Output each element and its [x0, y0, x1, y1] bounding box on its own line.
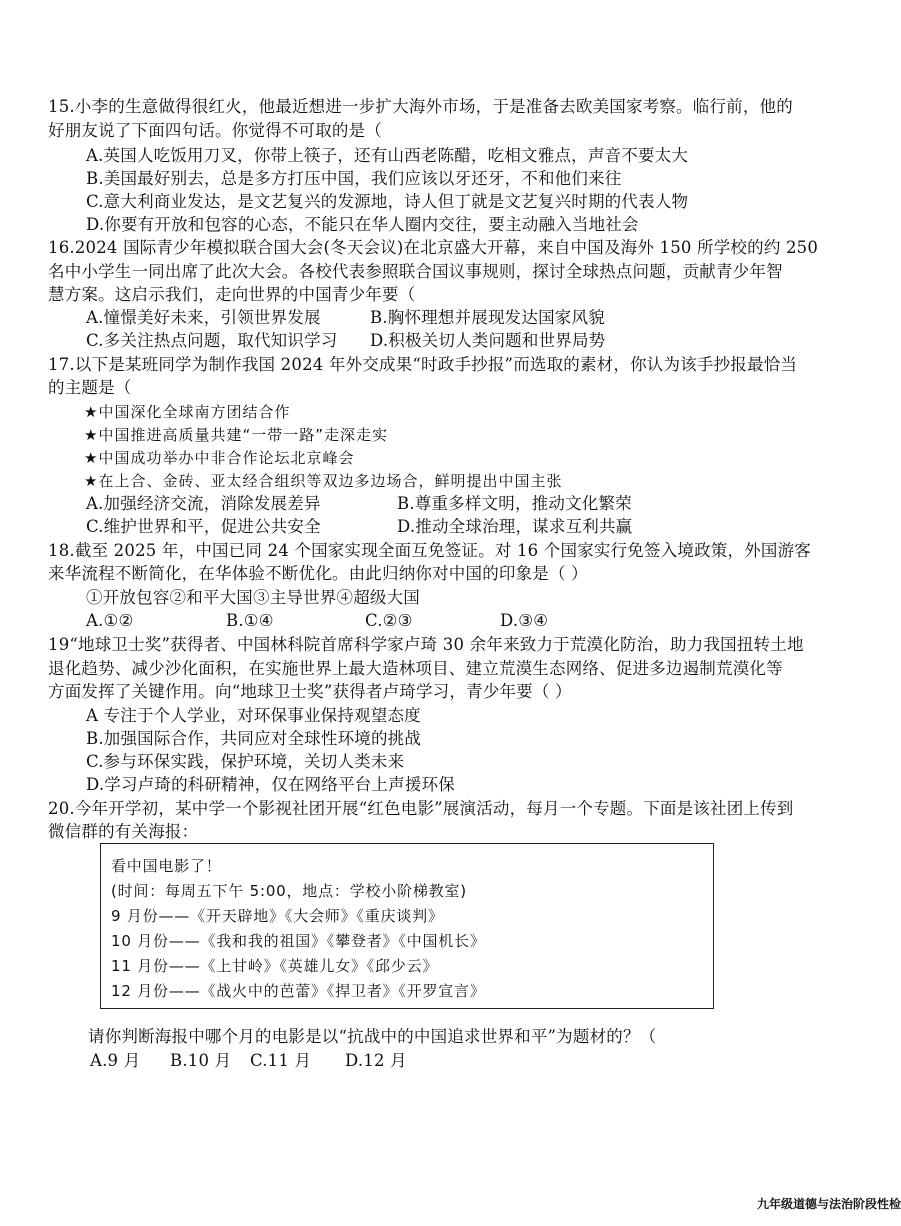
q20-option-d: D.12 月 [345, 1051, 407, 1070]
poster-time-location: (时间：每周五下午 5:00，地点：学校小阶梯教室) [111, 882, 467, 900]
q17-option-c: C.维护世界和平，促进公共安全 [86, 517, 321, 536]
q18-option-d: D.③④ [500, 611, 549, 630]
q16-stem-line1: 16.2024 国际青少年模拟联合国大会(冬天会议)在北京盛大开幕，来自中国及海外 150 所学校的约 250 [48, 238, 819, 257]
q17-option-b: B.尊重多样文明，推动文化繁荣 [397, 494, 632, 513]
q16-stem-line2: 名中小学生一同出席了此次大会。各校代表参照联合国议事规则，探讨全球热点问题，贡献青少年智 [48, 262, 783, 281]
q20-stem-line1: 20.今年开学初，某中学一个影视社团开展“红色电影”展演活动，每月一个专题。下面是该社团上传到 [48, 799, 794, 818]
q17-option-d: D.推动全球治理，谋求互利共赢 [397, 517, 633, 536]
q19-option-d: D.学习卢琦的科研精神，仅在网络平台上声援环保 [86, 775, 455, 794]
q18-stem-line1: 18.截至 2025 年，中国已同 24 个国家实现全面互免签证。对 16 个国家实行免签入境政策，外国游客 [48, 541, 811, 560]
q17-option-a: A.加强经济交流，消除发展差异 [86, 494, 321, 513]
q19-option-b: B.加强国际合作，共同应对全球性环境的挑战 [86, 729, 422, 748]
q17-stem-line1: 17.以下是某班同学为制作我国 2024 年外交成果“时政手抄报”而选取的素材，你认为该手抄报最恰当 [48, 355, 798, 374]
poster-line-september: 9 月份——《开天辟地》《大会师》《重庆谈判》 [111, 907, 444, 925]
q20-option-b: B.10 月 [170, 1051, 232, 1070]
q15-stem-line2: 好朋友说了下面四句话。你觉得不可取的是（ [48, 121, 382, 140]
q17-stem-line2: 的主题是（ [48, 378, 132, 397]
q19-stem-line1: 19“地球卫士奖”获得者、中国林科院首席科学家卢琦 30 余年来致力于荒漠化防治，助力我国扭转土地 [48, 635, 804, 654]
q20-option-c: C.11 月 [250, 1051, 312, 1070]
q15-option-a: A.英国人吃饭用刀叉，你带上筷子，还有山西老陈醋，吃相文雅点，声音不要太大 [86, 146, 689, 165]
q17-material-item: ★中国推进高质量共建“一带一路”走深走实 [84, 426, 388, 444]
q18-option-b: B.①④ [226, 611, 274, 630]
poster-title: 看中国电影了！ [111, 857, 222, 875]
q16-option-c: C.多关注热点问题，取代知识学习 [86, 331, 338, 350]
q16-stem-line3: 慧方案。这启示我们，走向世界的中国青少年要（ [48, 285, 416, 304]
q18-option-a: A.①② [86, 611, 134, 630]
q18-statements: ①开放包容②和平大国③主导世界④超级大国 [86, 588, 420, 607]
q20-stem-line2: 微信群的有关海报： [48, 822, 199, 841]
poster-line-november: 11 月份——《上甘岭》《英雄儿女》《邱少云》 [111, 957, 439, 975]
q18-option-c: C.②③ [365, 611, 413, 630]
q20-option-a: A.9 月 [90, 1051, 141, 1070]
movie-poster-box [100, 843, 714, 1009]
q19-option-c: C.参与环保实践，保护环境，关切人类未来 [86, 752, 405, 771]
q17-material-item: ★中国成功举办中非合作论坛北京峰会 [84, 449, 355, 467]
q16-option-b: B.胸怀理想并展现发达国家风貌 [370, 308, 605, 327]
q19-stem-line2: 退化趋势、减少沙化面积，在实施世界上最大造林项目、建立荒漠生态网络、促进多边遏制荒漠化等 [48, 659, 783, 678]
q18-stem-line2: 来华流程不断简化，在华体验不断优化。由此归纳你对中国的印象是（ ） [48, 564, 588, 583]
poster-line-december: 12 月份——《战火中的芭蕾》《捍卫者》《开罗宣言》 [111, 982, 486, 1000]
q16-option-d: D.积极关切人类问题和世界局势 [370, 331, 606, 350]
q17-material-item: ★中国深化全球南方团结合作 [84, 403, 291, 421]
page-footer: 九年级道德与法治阶段性检 [757, 1197, 901, 1211]
q16-option-a: A.憧憬美好未来，引领世界发展 [86, 308, 321, 327]
q15-option-d: D.你要有开放和包容的心态，不能只在华人圈内交往，要主动融入当地社会 [86, 215, 639, 234]
q15-option-b: B.美国最好别去，总是多方打压中国，我们应该以牙还牙，不和他们来往 [86, 169, 622, 188]
q19-option-a: A 专注于个人学业，对环保事业保持观望态度 [86, 706, 421, 725]
q19-stem-line3: 方面发挥了关键作用。向“地球卫士奖”获得者卢琦学习，青少年要（ ） [48, 682, 572, 701]
q17-material-item: ★在上合、金砖、亚太经合组织等双边多边场合，鲜明提出中国主张 [84, 472, 563, 490]
q20-question: 请你判断海报中哪个月的电影是以“抗战中的中国追求世界和平”为题材的？（ [88, 1027, 657, 1046]
q15-stem-line1: 15.小李的生意做得很红火，他最近想进一步扩大海外市场，于是准备去欧美国家考察。临行前，他的 [48, 97, 793, 116]
poster-line-october: 10 月份——《我和我的祖国》《攀登者》《中国机长》 [111, 932, 486, 950]
q15-option-c: C.意大利商业发达，是文艺复兴的发源地，诗人但丁就是文艺复兴时期的代表人物 [86, 192, 689, 211]
